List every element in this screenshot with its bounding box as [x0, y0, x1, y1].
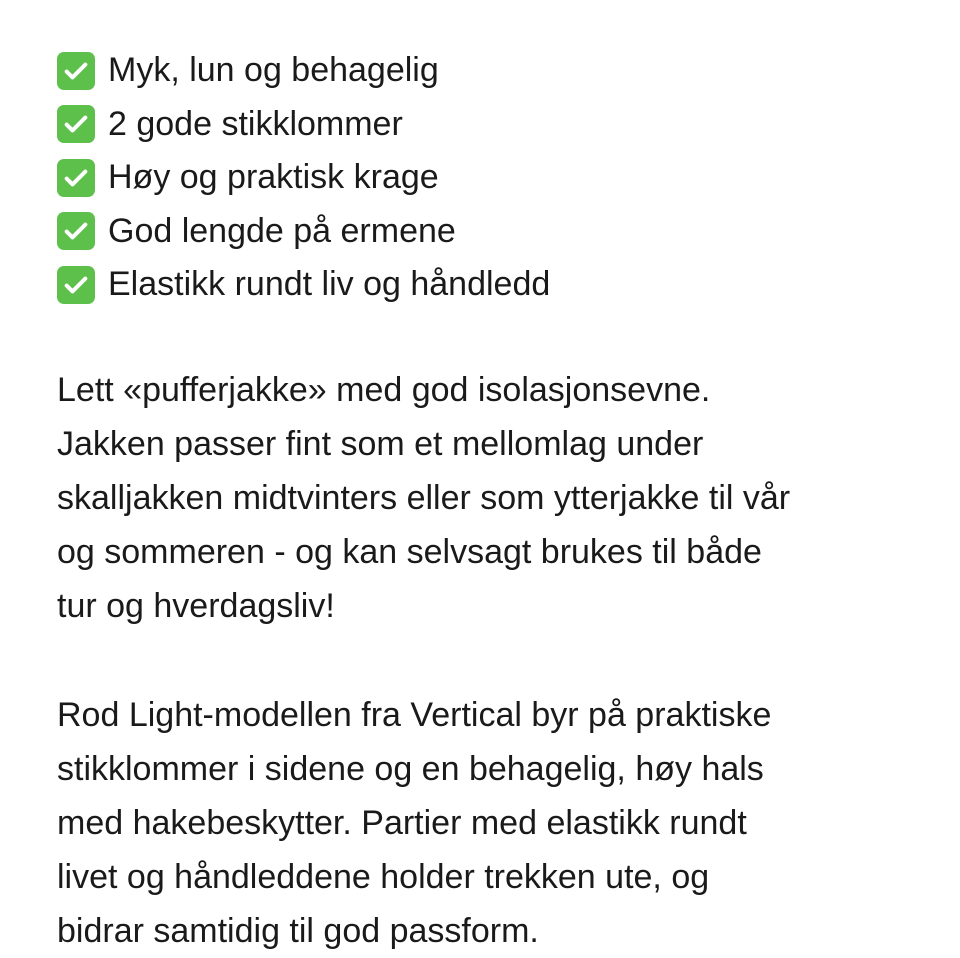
text-line: og sommeren - og kan selvsagt brukes til både — [57, 533, 762, 571]
checklist-item — [57, 44, 550, 98]
text-line: Jakken passer fint som et mellomlag under — [57, 425, 704, 463]
checklist-item-label: God lengde på ermene — [108, 211, 456, 250]
check-mark-icon — [57, 105, 95, 143]
check-mark-icon — [57, 159, 95, 197]
checklist-item — [57, 98, 550, 152]
text-line: livet og håndleddene holder trekken ute, og — [57, 858, 710, 896]
checklist-item-label: 2 gode stikklommer — [108, 104, 403, 143]
text-line: med hakebeskytter. Partier med elastikk rundt — [57, 804, 747, 842]
text-line: tur og hverdagsliv! — [57, 587, 335, 625]
checklist-item-label: Elastikk rundt liv og håndledd — [108, 265, 551, 304]
check-mark-icon — [57, 52, 95, 90]
text-line: bidrar samtidig til god passform. — [57, 912, 539, 950]
text-line: stikklommer i sidene og en behagelig, høy hals — [57, 750, 764, 788]
checklist-item — [57, 151, 550, 205]
checklist-item-label: Høy og praktisk krage — [108, 158, 439, 197]
checklist-item — [57, 205, 550, 259]
feature-checklist — [57, 44, 550, 312]
check-mark-icon — [57, 212, 95, 250]
checklist-item-label: Myk, lun og behagelig — [108, 51, 439, 90]
text-line: Lett «pufferjakke» med god isolasjonsevne. — [57, 371, 711, 409]
text-line: skalljakken midtvinters eller som ytterjakke til vår — [57, 479, 791, 517]
checklist-item — [57, 258, 550, 312]
description-paragraph-2 — [57, 688, 771, 958]
check-mark-icon — [57, 266, 95, 304]
description-paragraph-1 — [57, 363, 790, 633]
text-line: Rod Light-modellen fra Vertical byr på praktiske — [57, 696, 772, 734]
